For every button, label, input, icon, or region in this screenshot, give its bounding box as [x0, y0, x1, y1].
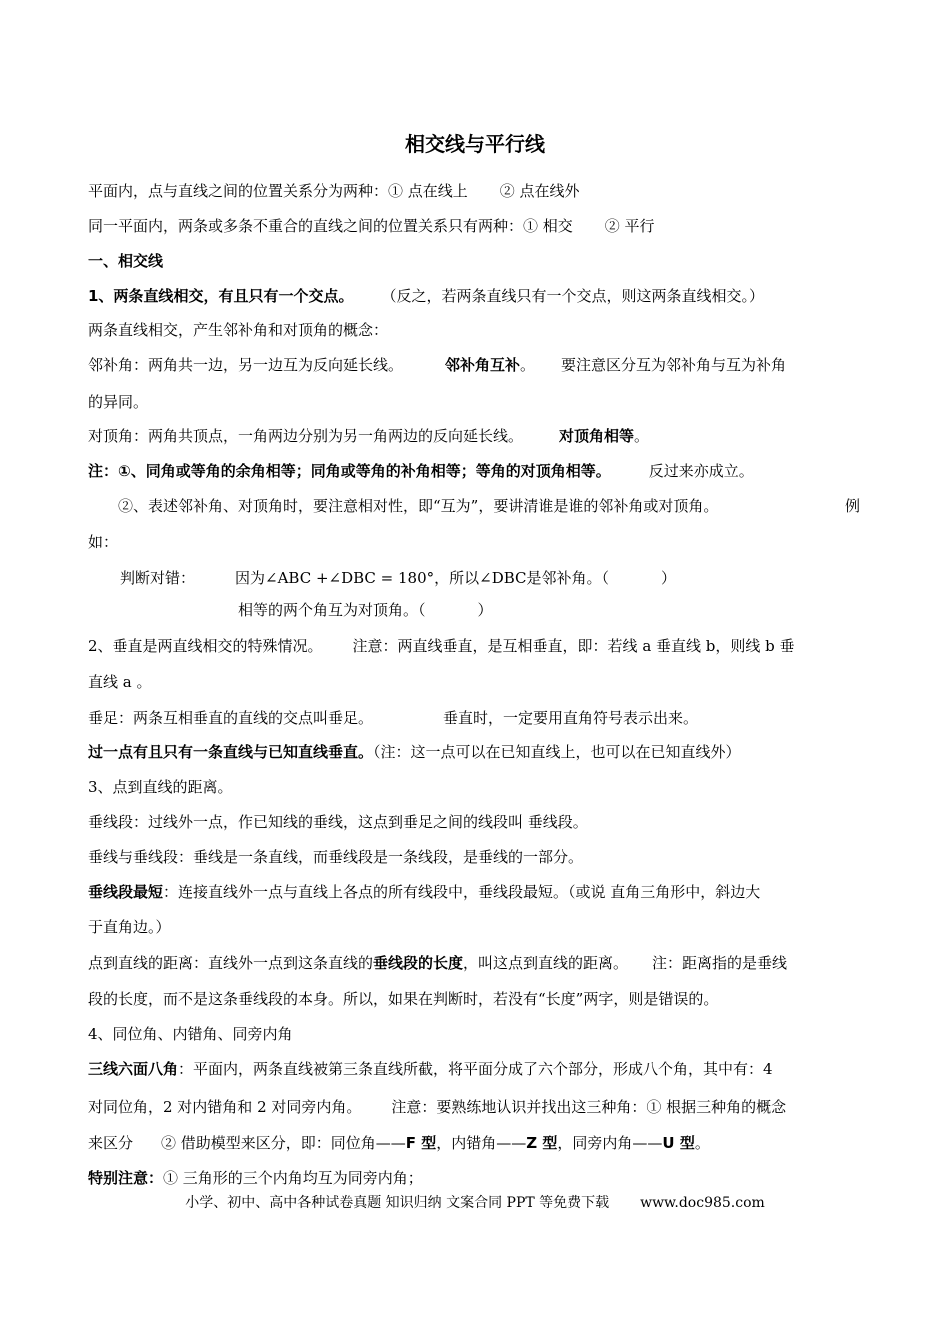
- bold-text: 垂线段的长度: [373, 954, 464, 972]
- text: 垂足：两条互相垂直的直线的交点叫垂足。: [88, 709, 374, 727]
- shortest-segment-cont: 于直角边。）: [88, 918, 171, 936]
- text: 。: [634, 427, 650, 445]
- text: 点到直线的距离：直线外一点到这条直线的: [88, 954, 374, 972]
- bold-text: F 型: [405, 1134, 437, 1152]
- footer: [0, 1192, 950, 1212]
- text: 反过来亦成立。: [648, 462, 754, 480]
- page-title: 相交线与平行线: [405, 132, 545, 156]
- intro-line-2: [88, 214, 868, 238]
- perpendicular-line: [88, 634, 868, 658]
- footer-text: 小学、初中、高中各种试卷真题 知识归纳 文案合同 PPT 等免费下载: [185, 1195, 610, 1211]
- foot-of-perpendicular: [88, 706, 868, 730]
- text: 注意：要熟练地认识并找出这三种角：① 根据三种角的概念: [391, 1098, 787, 1116]
- text: 相等的两个角互为对顶角。（: [238, 601, 426, 619]
- text: 2、垂直是两直线相交的特殊情况。: [88, 637, 323, 655]
- unique-perpendicular: [88, 740, 868, 764]
- text: 注：距离指的是垂线: [652, 954, 788, 972]
- note-1: [88, 459, 868, 483]
- section-heading-1: 一、相交线: [88, 252, 164, 270]
- text: 对顶角：两角共顶点，一角两边分别为另一角两边的反向延长线。: [88, 427, 524, 445]
- text: （反之，若两条直线只有一个交点，则这两条直线相交。）: [381, 287, 764, 305]
- text: 判断对错：: [120, 569, 196, 587]
- text: 来区分: [88, 1134, 134, 1152]
- three-lines-eight-angles: [88, 1057, 868, 1081]
- bold-text: 邻补角互补: [445, 356, 521, 374]
- text: ）: [477, 601, 493, 619]
- text: 垂直时，一定要用直角符号表示出来。: [443, 709, 699, 727]
- bold-text: U 型: [662, 1134, 695, 1152]
- text: 对同位角，2 对内错角和 2 对同旁内角。: [88, 1098, 362, 1116]
- text: 。: [520, 356, 536, 374]
- text: ② 平行: [604, 217, 655, 235]
- text: ）: [661, 569, 677, 587]
- distance-definition: [88, 951, 868, 975]
- distance-cont: 段的长度，而不是这条垂线段的本身。所以，如果在判断时，若没有“长度”两字，则是错误的。: [88, 990, 719, 1008]
- angle-models: [88, 1131, 868, 1155]
- judge-line-1: [88, 566, 868, 590]
- special-note: [88, 1166, 868, 1190]
- bold-text: 对顶角相等: [559, 427, 635, 445]
- text: ：连接直线外一点与直线上各点的所有线段中，垂线段最短。（或说 直角三角形中，斜边大: [163, 883, 761, 901]
- bold-text: 过一点有且只有一条直线与已知直线垂直。: [88, 743, 374, 761]
- section-heading-4: 4、同位角、内错角、同旁内角: [88, 1025, 293, 1043]
- text: ② 借助模型来区分，即：同位角——: [161, 1134, 406, 1152]
- intro-line-1: [88, 179, 868, 203]
- bold-text: 特别注意：: [88, 1169, 164, 1187]
- paragraph-adjacent-angles: [88, 353, 868, 377]
- note-2-tail: 例: [845, 497, 861, 515]
- note-2-cont: 如：: [88, 533, 119, 551]
- paragraph: 两条直线相交，产生邻补角和对顶角的概念：: [88, 321, 389, 339]
- bold-text: Z 型: [526, 1134, 558, 1152]
- text: ②、表述邻补角、对顶角时，要注意相对性，即“互为”，要讲清谁是谁的邻补角或对顶角。: [118, 497, 719, 515]
- text: （注：这一点可以在已知直线上，也可以在已知直线外）: [373, 743, 741, 761]
- text: 要注意区分互为邻补角与互为补角: [561, 356, 787, 374]
- text: ，叫这点到直线的距离。: [463, 954, 629, 972]
- bold-text: 注：①、同角或等角的余角相等；同角或等角的补角相等；等角的对顶角相等。: [88, 462, 611, 480]
- bold-text: 垂线段最短: [88, 883, 164, 901]
- bold-text: 1、两条直线相交，有且只有一个交点。: [88, 287, 354, 305]
- angles-cont: [88, 1095, 868, 1119]
- line-vs-segment: 垂线与垂线段：垂线是一条直线，而垂线段是一条线段，是垂线的一部分。: [88, 848, 584, 866]
- text: 邻补角：两角共一边，另一边互为反向延长线。: [88, 356, 404, 374]
- text: 平面内，点与直线之间的位置关系分为两种：① 点在线上: [88, 182, 468, 200]
- judge-line-2: [88, 598, 868, 622]
- text: ，内错角——: [436, 1134, 527, 1152]
- text: ② 点在线外: [499, 182, 580, 200]
- rule-intersection: [88, 284, 868, 308]
- text: ，同旁内角——: [557, 1134, 663, 1152]
- perpendicular-segment: 垂线段：过线外一点，作已知线的垂线，这点到垂足之间的线段叫 垂线段。: [88, 813, 588, 831]
- text: 注意：两直线垂直，是互相垂直，即：若线 a 垂直线 b，则线 b 垂: [352, 637, 795, 655]
- text: ① 三角形的三个内角均互为同旁内角；: [163, 1169, 423, 1187]
- shortest-segment: [88, 880, 868, 904]
- section-heading-3: 3、点到直线的距离。: [88, 778, 233, 796]
- bold-text: 三线六面八角: [88, 1060, 179, 1078]
- text: 。: [694, 1134, 710, 1152]
- text: 因为∠ABC +∠DBC = 180°，所以∠DBC是邻补角。（: [235, 569, 610, 587]
- text: 同一平面内，两条或多条不重合的直线之间的位置关系只有两种：① 相交: [88, 217, 573, 235]
- perpendicular-cont: 直线 a 。: [88, 673, 152, 691]
- paragraph-vertical-angles: [88, 424, 868, 448]
- note-2: [88, 494, 868, 518]
- footer-link[interactable]: www.doc985.com: [640, 1195, 765, 1211]
- paragraph-cont: 的异同。: [88, 393, 149, 411]
- text: ：平面内，两条直线被第三条直线所截，将平面分成了六个部分，形成八个角，其中有：4: [178, 1060, 773, 1078]
